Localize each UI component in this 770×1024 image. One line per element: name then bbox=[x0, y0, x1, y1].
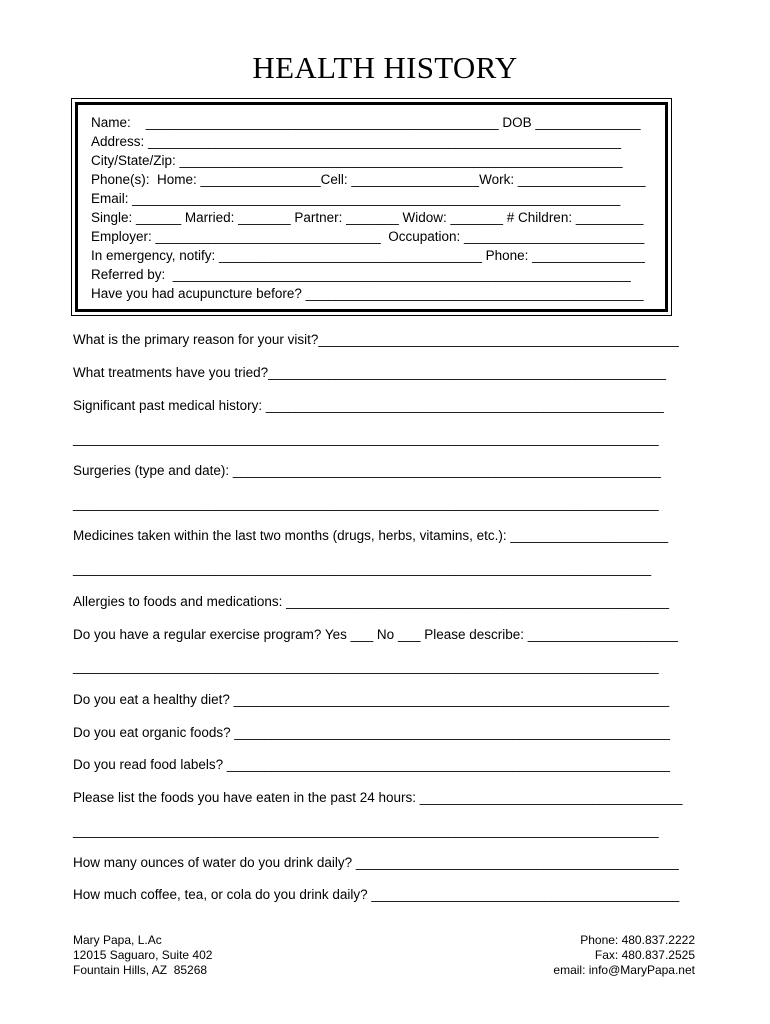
question-medicines[interactable]: Medicines taken within the last two months (drugs, herbs, vitamins, etc.): _____________________ bbox=[73, 528, 669, 543]
patient-info-box bbox=[71, 98, 672, 316]
referred-by-field[interactable]: Referred by: _____________________________________________________________ bbox=[91, 267, 631, 282]
address-field[interactable]: Address: _______________________________________________________________ bbox=[91, 134, 622, 149]
question-surgeries[interactable]: Surgeries (type and date): _________________________________________________________ bbox=[73, 463, 661, 478]
email-field[interactable]: Email: _________________________________________________________________ bbox=[91, 191, 621, 206]
city-state-zip-field[interactable]: City/State/Zip: ___________________________________________________________ bbox=[91, 153, 623, 168]
employer-occupation-field[interactable]: Employer: ______________________________ Occupation: ________________________ bbox=[91, 229, 645, 244]
page-title: HEALTH HISTORY bbox=[252, 50, 518, 85]
blank-line-medicines[interactable]: _____________________________________________________________________________ bbox=[73, 561, 652, 576]
question-exercise-program[interactable]: Do you have a regular exercise program? Yes ___ No ___ Please describe: ____________________ bbox=[73, 627, 678, 642]
blank-line-surgeries[interactable]: ______________________________________________________________________________ bbox=[73, 496, 659, 511]
question-food-labels[interactable]: Do you read food labels? ___________________________________________________________ bbox=[73, 757, 670, 772]
contact-info-block bbox=[553, 933, 695, 978]
question-allergies[interactable]: Allergies to foods and medications: ___________________________________________________ bbox=[73, 594, 670, 609]
marital-status-field[interactable]: Single: ______ Married: _______ Partner: _______ Widow: _______ # Children: _________ bbox=[91, 210, 644, 225]
phone-number: Phone: 480.837.2222 bbox=[580, 933, 695, 947]
phones-field[interactable]: Phone(s): Home: ________________Cell: _________________Work: _________________ bbox=[91, 172, 646, 187]
blank-line-medical-history[interactable]: ______________________________________________________________________________ bbox=[73, 431, 659, 446]
question-primary-reason[interactable]: What is the primary reason for your visit?________________________________________________ bbox=[73, 332, 679, 347]
blank-line-foods[interactable]: ______________________________________________________________________________ bbox=[73, 823, 659, 838]
question-coffee-tea-cola[interactable]: How much coffee, tea, or cola do you drink daily? _________________________________________ bbox=[73, 887, 680, 902]
fax-number: Fax: 480.837.2525 bbox=[594, 948, 695, 962]
question-medical-history[interactable]: Significant past medical history: _____________________________________________________ bbox=[73, 398, 664, 413]
blank-line-exercise[interactable]: ______________________________________________________________________________ bbox=[73, 659, 659, 674]
acupuncture-before-field[interactable]: Have you had acupuncture before? _____________________________________________ bbox=[91, 286, 644, 301]
question-organic-foods[interactable]: Do you eat organic foods? __________________________________________________________ bbox=[73, 725, 670, 740]
email-address: email: info@MaryPapa.net bbox=[553, 963, 695, 977]
emergency-contact-field[interactable]: In emergency, notify: ___________________________________ Phone: _______________ bbox=[91, 248, 645, 263]
patient-info-fields bbox=[91, 113, 645, 303]
name-dob-field[interactable]: Name: _______________________________________________ DOB ______________ bbox=[91, 115, 641, 130]
practitioner-name: Mary Papa, L.Ac bbox=[73, 933, 162, 947]
question-treatments-tried[interactable]: What treatments have you tried?_____________________________________________________ bbox=[73, 365, 667, 380]
practitioner-address-block bbox=[73, 933, 212, 978]
city-state-zip: Fountain Hills, AZ 85268 bbox=[73, 963, 208, 977]
question-healthy-diet[interactable]: Do you eat a healthy diet? __________________________________________________________ bbox=[73, 692, 670, 707]
question-foods-24-hours[interactable]: Please list the foods you have eaten in the past 24 hours: ___________________________________ bbox=[73, 790, 683, 805]
question-water-intake[interactable]: How many ounces of water do you drink daily? ___________________________________________ bbox=[73, 855, 679, 870]
street-address: 12015 Saguaro, Suite 402 bbox=[73, 948, 213, 962]
patient-info-box-border bbox=[75, 102, 668, 312]
